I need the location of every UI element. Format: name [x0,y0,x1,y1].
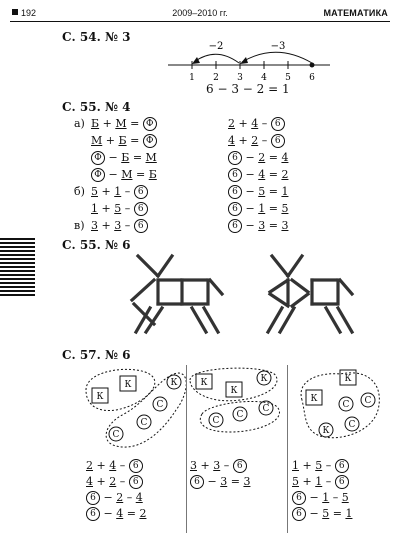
expr-col3 [292,458,352,522]
expr-col1 [86,458,146,522]
arrowhead-minus-2 [192,57,200,64]
expr-b2: 1 + 5 – 6 [91,201,148,217]
square-k-label: К [344,374,352,384]
task-b-label: б) [74,185,85,198]
section-title-57-6: С. 57. № 6 [62,348,131,362]
circle-s-label: С [342,400,350,410]
page-header [0,8,400,22]
circle-k-label: К [322,426,330,436]
arrowhead-minus-3 [240,57,248,64]
number-line-equation: 6 − 3 − 2 = 1 [206,82,290,96]
tick-label-2: 2 [213,73,219,83]
task-a-label: а) [74,117,85,130]
circle-s-label: С [140,418,148,428]
circle-k-label: К [170,378,178,388]
number-line [160,38,340,83]
circle-s-label: С [364,396,372,406]
edge-stripes-decoration [0,238,35,298]
matchstick-animal-right [268,256,352,332]
column-divider [186,365,187,533]
tick-label-6: 6 [309,73,315,83]
tick-label-5: 5 [285,73,291,83]
expr-a4: Ф − М = Б [91,167,157,183]
square-k-label: К [200,378,208,388]
start-point [310,63,315,68]
circle-s-label: С [156,400,164,410]
section-title-55-4: С. 55. № 4 [62,100,131,114]
matchstick-animal-left [132,256,222,332]
circle-k-label: К [260,374,268,384]
expr-a1: Б + М = Ф [91,116,157,132]
circle-s-label: С [212,416,220,426]
tick-label-4: 4 [261,73,267,83]
section-title-55-6: С. 55. № 6 [62,238,131,252]
page-number: 192 [12,8,36,18]
expr-r4: 6 − 4 = 2 [228,167,288,183]
expr-r2: 4 + 2 – 6 [228,133,285,149]
circle-s-label: С [262,404,270,414]
school-year: 2009–2010 гг. [172,8,228,18]
jump-arrow-minus-3 [242,52,312,63]
expr-col3-1: 1 + 5 – 6 [292,458,352,474]
expr-col1-1: 2 + 4 – 6 [86,458,146,474]
circle-s-label: С [348,420,356,430]
square-k-label: К [96,392,104,402]
expr-col2 [190,458,250,490]
expr-r6: 6 − 1 = 5 [228,201,288,217]
subject-title: МАТЕМАТИКА [323,8,388,18]
expr-col2-1: 3 + 3 – 6 [190,458,250,474]
expr-a3: Ф − Б = М [91,150,157,166]
expr-r7: 6 − 3 = 3 [228,218,288,234]
expr-a2: М + Б = Ф [91,133,157,149]
expr-col3-2: 5 + 1 – 6 [292,474,352,490]
expr-col3-4: 6 − 5 = 1 [292,506,352,522]
tick-label-1: 1 [189,73,195,83]
task-v-label: в) [74,219,85,232]
circle-s-label: С [236,410,244,420]
expr-col1-4: 6 − 4 = 2 [86,506,146,522]
set-diagrams [80,362,390,452]
header-divider [10,21,390,22]
square-k-label: К [310,394,318,404]
expr-col2-2: 6 − 3 = 3 [190,474,250,490]
column-divider [287,365,288,533]
matchstick-figures [120,252,370,342]
square-k-label: К [230,386,238,396]
expr-col1-2: 4 + 2 – 6 [86,474,146,490]
expr-r5: 6 − 5 = 1 [228,184,288,200]
expr-v1: 3 + 3 – 6 [91,218,148,234]
expr-b1: 5 + 1 – 6 [91,184,148,200]
jump-label-minus-2: −2 [208,41,224,52]
circle-s-label: С [112,430,120,440]
expr-col1-3: 6 − 2 – 4 [86,490,146,506]
expr-col3-3: 6 − 1 – 5 [292,490,352,506]
jump-label-minus-3: −3 [270,41,286,52]
tick-label-3: 3 [237,73,243,83]
square-k-label: К [124,380,132,390]
section-title-54-3: С. 54. № 3 [62,30,131,44]
expr-r1: 2 + 4 – 6 [228,116,285,132]
expr-r3: 6 − 2 = 4 [228,150,288,166]
